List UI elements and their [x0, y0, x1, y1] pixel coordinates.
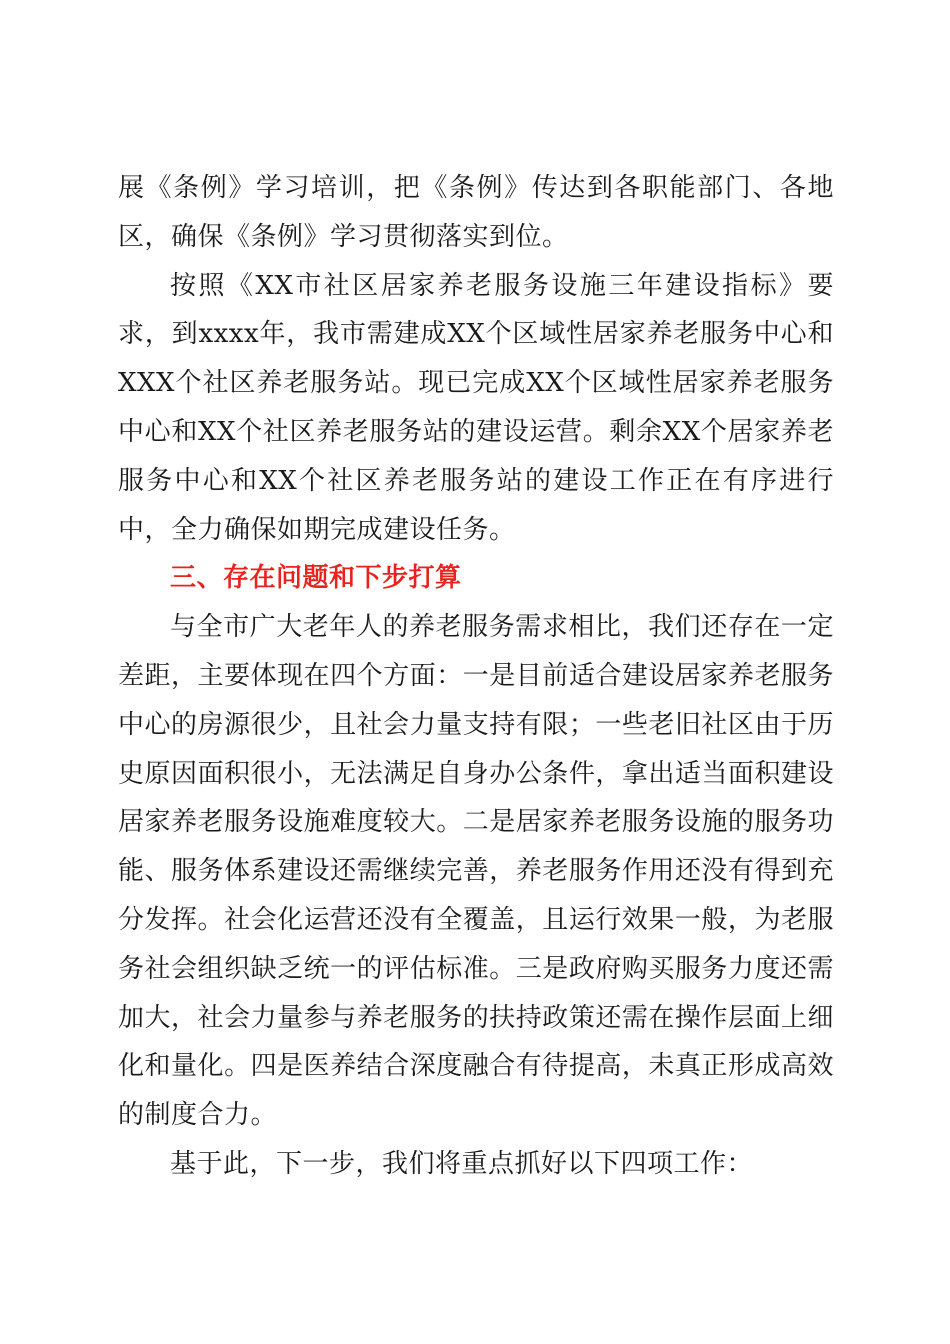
- paragraph-next-steps-intro: 基于此，下一步，我们将重点抓好以下四项工作：: [170, 1148, 754, 1179]
- document-body: [118, 164, 834, 1189]
- paragraph-existing-problems: 与全市广大老年人的养老服务需求相比，我们还存在一定差距，主要体现在四个方面：一是目前适合建设居家养老服务中心的房源很少，且社会力量支持有限；一些老旧社区由于历史原因面积很小，无法满足自身办公条件，拿出适当面积建设居家养老服务设施难度较大。二是居家养老服务设施的服务功能、服务体系建设还需继续完善，养老服务作用还没有得到充分发挥。社会化运营还没有全覆盖，且运行效果一般，为老服务社会组织缺乏统一的评估标准。三是政府购买服务力度还需加大，社会力量参与养老服务的扶持政策还需在操作层面上细化和量化。四是医养结合深度融合有待提高，未真正形成高效的制度合力。: [118, 612, 834, 1131]
- paragraph-continuation: 展《条例》学习培训，把《条例》传达到各职能部门、各地区，确保《条例》学习贯彻落实到位。: [118, 173, 834, 252]
- section-heading-problems-and-plans: 三、存在问题和下步打算: [170, 563, 462, 594]
- paragraph-construction-targets: 按照《XX市社区居家养老服务设施三年建设指标》要求，到xxxx年，我市需建成XX个区域性居家养老服务中心和XXX个社区养老服务站。现已完成XX个区域性居家养老服务中心和XX个社区养老服务站的建设运营。剩余XX个居家养老服务中心和XX个社区养老服务站的建设工作正在有序进行中，全力确保如期完成建设任务。: [118, 270, 834, 545]
